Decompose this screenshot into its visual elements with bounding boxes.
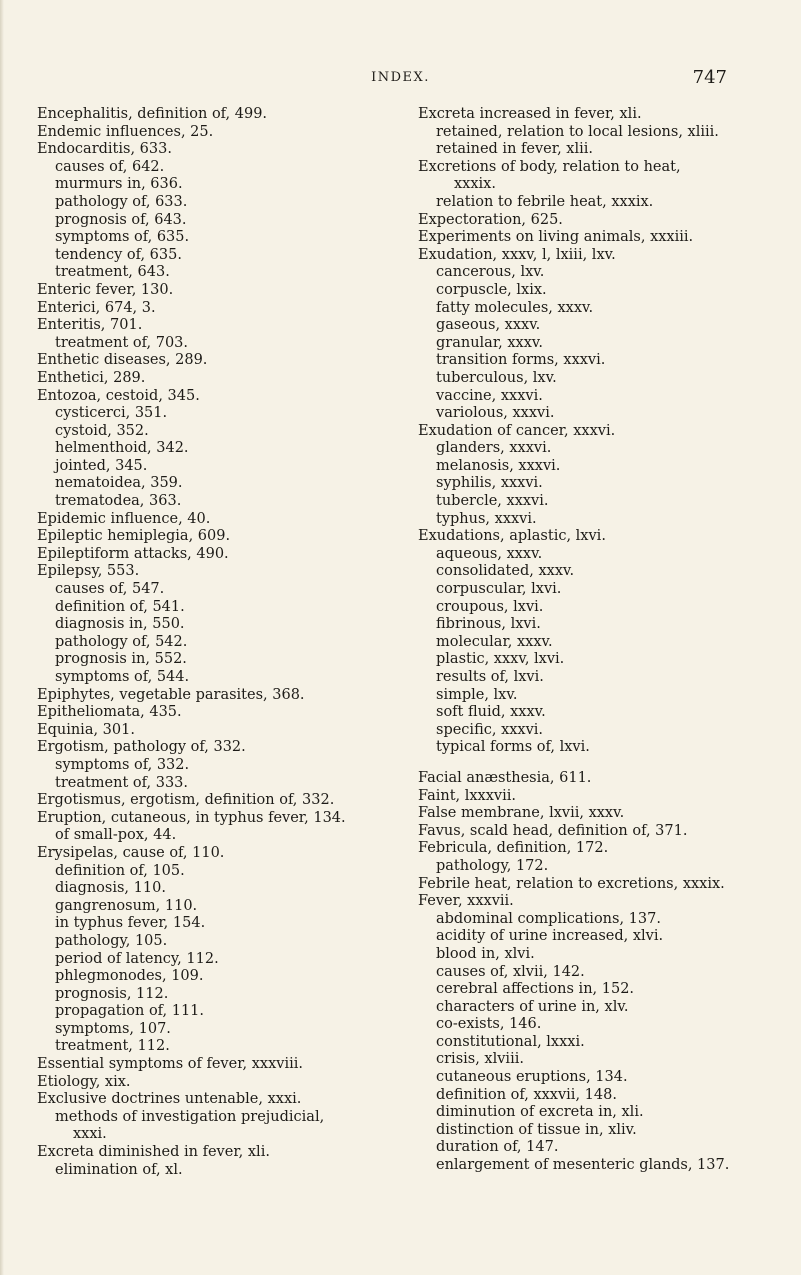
index-entry: Faint, lxxxvii.	[418, 787, 516, 804]
index-subentry: co-exists, 146.	[436, 1016, 542, 1033]
index-subentry: symptoms of, 332.	[55, 756, 190, 773]
index-subentry: treatment of, 333.	[55, 774, 188, 791]
index-subentry: retained in fever, xlii.	[436, 141, 593, 158]
index-entry: Ergotism, pathology of, 332.	[37, 739, 246, 756]
index-subentry: period of latency, 112.	[55, 950, 219, 967]
index-subentry: constitutional, lxxxi.	[436, 1033, 585, 1050]
index-entry: Facial anæsthesia, 611.	[418, 769, 592, 786]
index-subentry: crisis, xlviii.	[436, 1051, 524, 1068]
index-subentry: typical forms of, lxvi.	[436, 739, 590, 756]
index-subentry: characters of urine in, xlv.	[436, 998, 629, 1015]
index-subentry: tendency of, 635.	[55, 246, 182, 263]
index-entry: Epiphytes, vegetable parasites, 368.	[37, 686, 305, 703]
index-subentry: causes of, 547.	[55, 581, 165, 598]
index-subentry: elimination of, xl.	[55, 1161, 183, 1178]
index-entry: Equinia, 301.	[37, 721, 135, 738]
index-subentry: definition of, xxxvii, 148.	[436, 1086, 617, 1103]
index-column-right	[418, 106, 783, 1175]
index-subentry: variolous, xxxvi.	[436, 405, 555, 422]
index-subentry: simple, lxv.	[436, 686, 518, 703]
index-subentry: causes of, 642.	[55, 158, 165, 175]
index-entry: Enteritis, 701.	[37, 317, 143, 334]
index-subentry: transition forms, xxxvi.	[436, 352, 606, 369]
index-subentry: symptoms of, 635.	[55, 229, 190, 246]
index-subentry: tuberculous, lxv.	[436, 369, 557, 386]
index-subentry: cancerous, lxv.	[436, 264, 545, 281]
running-head	[0, 67, 801, 94]
index-subentry: consolidated, xxxv.	[436, 563, 575, 580]
index-subentry: retained, relation to local lesions, xliii.	[436, 123, 719, 140]
index-entry: Excreta increased in fever, xli.	[418, 106, 642, 122]
index-subentry: of small-pox, 44.	[55, 827, 177, 844]
index-subentry: in typhus fever, 154.	[55, 915, 206, 932]
index-subentry: causes of, xlvii, 142.	[436, 963, 585, 980]
index-entry: Essential symptoms of fever, xxxviii.	[37, 1056, 303, 1073]
index-subentry: symptoms of, 544.	[55, 669, 190, 685]
index-entry: Enteric fever, 130.	[37, 281, 174, 298]
index-entry: Epitheliomata, 435.	[37, 704, 182, 721]
index-subentry: acidity of urine increased, xlvi.	[436, 928, 664, 945]
index-entry: Entozoa, cestoid, 345.	[37, 387, 200, 404]
index-entry: Ergotismus, ergotism, definition of, 332.	[37, 792, 335, 809]
index-subentry: diminution of excreta in, xli.	[436, 1104, 644, 1121]
index-subentry: methods of investigation prejudicial,	[55, 1108, 325, 1125]
index-subentry: croupous, lxvi.	[436, 598, 544, 615]
index-entry: Expectoration, 625.	[418, 211, 563, 228]
index-entry: Exudation, xxxv, l, lxiii, lxv.	[418, 246, 616, 263]
index-entry: Epileptic hemiplegia, 609.	[37, 528, 231, 545]
index-subentry: propagation of, 111.	[55, 1003, 205, 1020]
index-subentry: definition of, 541.	[55, 598, 185, 615]
index-subentry: typhus, xxxvi.	[436, 510, 537, 527]
index-subentry: helmenthoid, 342.	[55, 440, 189, 457]
index-subentry: relation to febrile heat, xxxix.	[436, 193, 654, 210]
index-subentry: melanosis, xxxvi.	[436, 457, 561, 474]
index-entry: False membrane, lxvii, xxxv.	[418, 805, 625, 822]
index-entry: Experiments on living animals, xxxiii.	[418, 229, 694, 246]
index-subentry: phlegmonodes, 109.	[55, 968, 204, 985]
index-entry: Endocarditis, 633.	[37, 141, 172, 158]
index-subentry: granular, xxxv.	[436, 334, 543, 351]
index-subentry: jointed, 345.	[55, 457, 148, 474]
index-subentry: aqueous, xxxv.	[436, 545, 543, 562]
page-number: 747	[692, 67, 727, 88]
index-subentry: pathology, 105.	[55, 932, 168, 949]
index-subentry: treatment, 112.	[55, 1038, 170, 1055]
index-subentry: treatment of, 703.	[55, 334, 188, 351]
index-entry: Excretions of body, relation to heat,	[418, 158, 681, 175]
index-entry: Etiology, xix.	[37, 1073, 131, 1090]
page-title: INDEX.	[371, 70, 430, 85]
index-subentry: nematoidea, 359.	[55, 475, 183, 492]
index-entry: Excreta diminished in fever, xli.	[37, 1144, 270, 1161]
index-subentry: glanders, xxxvi.	[436, 440, 552, 457]
index-subentry: corpuscular, lxvi.	[436, 581, 562, 598]
index-subentry: diagnosis in, 550.	[55, 616, 185, 633]
index-entry: Epilepsy, 553.	[37, 563, 140, 580]
index-subentry: results of, lxvi.	[436, 669, 544, 685]
index-subentry: symptoms, 107.	[55, 1020, 171, 1037]
index-entry: Febricula, definition, 172.	[418, 840, 609, 857]
index-subentry: cerebral affections in, 152.	[436, 981, 635, 998]
index-entry: Fever, xxxvii.	[418, 893, 514, 910]
index-entry: Exudations, aplastic, lxvi.	[418, 528, 606, 545]
index-subentry: soft fluid, xxxv.	[436, 704, 546, 721]
index-subentry: trematodea, 363.	[55, 493, 182, 510]
page-edge	[0, 0, 4, 1275]
index-subentry: enlargement of mesenteric glands, 137.	[436, 1157, 730, 1174]
index-subentry: prognosis in, 552.	[55, 651, 187, 668]
index-subentry: distinction of tissue in, xliv.	[436, 1121, 637, 1138]
index-entry: Epileptiform attacks, 490.	[37, 545, 229, 562]
index-entry: Eruption, cutaneous, in typhus fever, 134.	[37, 809, 346, 826]
index-subentry: pathology, 172.	[436, 857, 549, 874]
index-entry: Enterici, 674, 3.	[37, 299, 156, 316]
index-subentry: cysticerci, 351.	[55, 405, 168, 422]
index-entry: Erysipelas, cause of, 110.	[37, 844, 225, 861]
index-subentry: prognosis of, 643.	[55, 211, 187, 228]
index-subentry: blood in, xlvi.	[436, 945, 535, 962]
index-subentry: xxxi.	[73, 1126, 107, 1143]
index-subentry: pathology of, 542.	[55, 633, 188, 650]
index-subentry: prognosis, 112.	[55, 985, 169, 1002]
index-entry: Febrile heat, relation to excretions, xxxix.	[418, 875, 725, 892]
index-subentry: pathology of, 633.	[55, 193, 188, 210]
index-entry: Exclusive doctrines untenable, xxxi.	[37, 1091, 302, 1108]
index-subentry: vaccine, xxxvi.	[436, 387, 543, 404]
index-subentry: murmurs in, 636.	[55, 176, 183, 193]
index-subentry: corpuscle, lxix.	[436, 281, 547, 298]
index-subentry: syphilis, xxxvi.	[436, 475, 543, 492]
index-subentry: cutaneous eruptions, 134.	[436, 1069, 628, 1086]
index-subentry: treatment, 643.	[55, 264, 170, 281]
index-subentry: specific, xxxvi.	[436, 721, 544, 738]
index-subentry: fibrinous, lxvi.	[436, 616, 541, 633]
index-subentry: molecular, xxxv.	[436, 633, 553, 650]
index-entry: Enthetici, 289.	[37, 369, 146, 386]
index-column-left	[37, 106, 402, 1179]
index-subentry: tubercle, xxxvi.	[436, 493, 549, 510]
index-subentry: gangrenosum, 110.	[55, 897, 198, 914]
index-entry: Encephalitis, definition of, 499.	[37, 106, 268, 122]
index-subentry: xxxix.	[454, 176, 496, 193]
index-subentry: gaseous, xxxv.	[436, 317, 541, 334]
index-subentry: fatty molecules, xxxv.	[436, 299, 594, 316]
index-entry: Exudation of cancer, xxxvi.	[418, 422, 616, 439]
index-entry: Epidemic influence, 40.	[37, 510, 211, 527]
index-entry: Endemic influences, 25.	[37, 123, 214, 140]
index-subentry: duration of, 147.	[436, 1139, 559, 1156]
index-entry: Favus, scald head, definition of, 371.	[418, 822, 688, 839]
index-entry: Enthetic diseases, 289.	[37, 352, 208, 369]
index-subentry: definition of, 105.	[55, 862, 185, 879]
index-subentry: plastic, xxxv, lxvi.	[436, 651, 565, 668]
index-subentry: cystoid, 352.	[55, 422, 149, 439]
index-subentry: abdominal complications, 137.	[436, 910, 661, 927]
index-subentry: diagnosis, 110.	[55, 880, 166, 897]
